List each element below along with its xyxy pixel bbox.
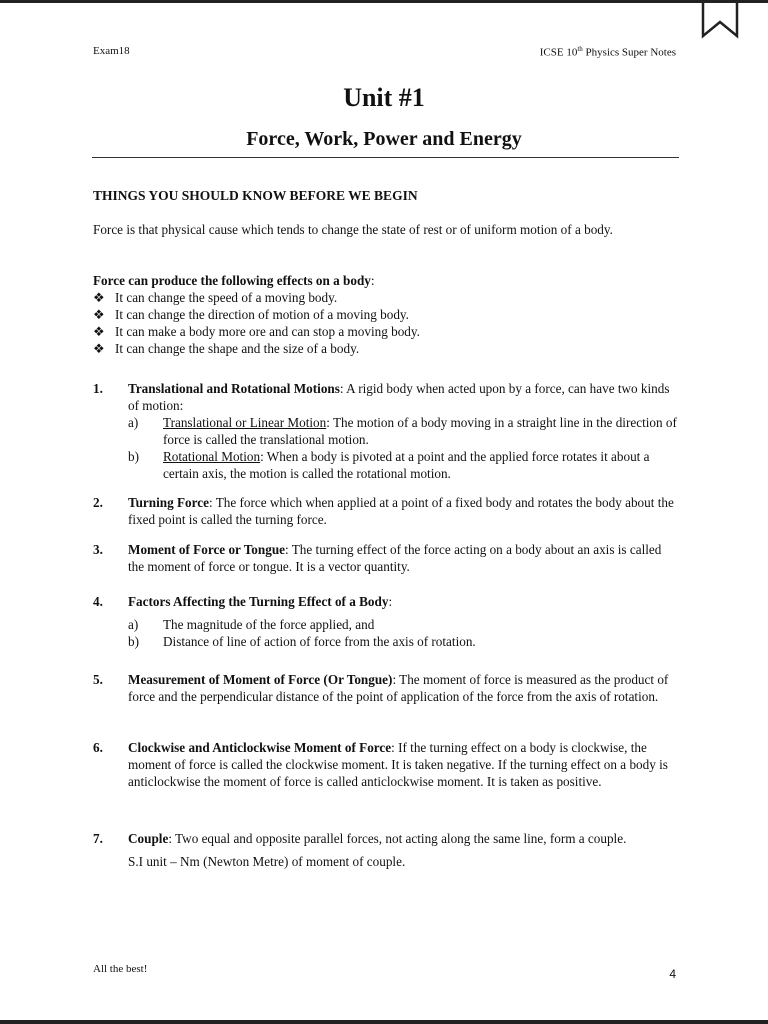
sub-point-a: a) The magnitude of the force applied, and — [128, 617, 375, 632]
bullet-icon: ❖ — [93, 307, 105, 322]
bookmark-icon[interactable] — [700, 0, 740, 40]
list-item: ❖ It can change the shape and the size of a body. — [93, 341, 360, 356]
header-left: Exam18 — [93, 45, 130, 57]
point-7: 7. Couple: Two equal and opposite parallel forces, not acting along the same line, form a couple. S.I unit – Nm (Newton Metre) of moment of couple. — [93, 830, 679, 870]
sub-point-a: a) Translational or Linear Motion: The motion of a body moving in a straight line in the direction of force is called the translational motion. — [128, 415, 677, 447]
list-item: ❖ It can make a body more ore and can stop a moving body. — [93, 324, 420, 339]
point-6: 6. Clockwise and Anticlockwise Moment of Force: If the turning effect on a body is clockwise, the moment of force is called the clockwise moment. It is taken negative. If the turning effect on a body is anticlockwise the moment of force is called anticlockwise moment. It is taken as positive. — [93, 740, 668, 789]
effects-list — [93, 289, 679, 357]
point-3: 3. Moment of Force or Tongue: The turning effect of the force acting on a body about an axis is called the moment of force or tongue. It is a vector quantity. — [93, 542, 662, 574]
point-4: 4. Factors Affecting the Turning Effect of a Body: a) The magnitude of the force applied, and b) Distance of line of action of force from the axis of rotation. — [93, 593, 679, 650]
top-edge — [0, 0, 768, 3]
point-2: 2. Turning Force: The force which when applied at a point of a fixed body and rotates the body about the fixed point is called the turning force. — [93, 495, 674, 527]
page-number: 4 — [669, 967, 676, 981]
list-item: ❖ It can change the direction of motion of a moving body. — [93, 307, 409, 322]
unit-title: Unit #1 — [343, 83, 425, 112]
bullet-icon: ❖ — [93, 290, 105, 305]
point-5: 5. Measurement of Moment of Force (Or Tongue): The moment of force is measured as the product of force and the perpendicular distance of the point of application of the force from the axis of rotation. — [93, 672, 669, 704]
section-heading: THINGS YOU SHOULD KNOW BEFORE WE BEGIN — [93, 188, 418, 203]
list-item: ❖ It can change the speed of a moving body. — [93, 290, 338, 305]
effects-title: Force can produce the following effects on a body: — [93, 273, 375, 288]
header-right: ICSE 10th Physics Super Notes — [539, 45, 676, 59]
title-divider — [92, 157, 679, 158]
si-unit-note: S.I unit – Nm (Newton Metre) of moment of couple. — [128, 854, 406, 869]
point-1: 1. Translational and Rotational Motions: A rigid body when acted upon by a force, can have two kinds of motion: a) Translational or Linear Motion: The motion of a body moving in a straight line in the direction of force is called the translational motion. b) Rotational Motion: When a body is pivoted at a point and the applied force rotates it about a certain axis, the motion is called the rotational motion. — [93, 380, 679, 482]
force-definition: Force is that physical cause which tends to change the state of rest or of uniform motion of a body. — [93, 222, 613, 237]
sub-point-b: b) Rotational Motion: When a body is pivoted at a point and the applied force rotates it about a certain axis, the motion is called the rotational motion. — [128, 449, 650, 481]
bottom-edge — [0, 1020, 768, 1024]
chapter-subtitle: Force, Work, Power and Energy — [246, 128, 522, 150]
sub-point-b: b) Distance of line of action of force from the axis of rotation. — [128, 634, 476, 649]
footer-message: All the best! — [93, 963, 148, 975]
bullet-icon: ❖ — [93, 341, 105, 356]
bullet-icon: ❖ — [93, 324, 105, 339]
